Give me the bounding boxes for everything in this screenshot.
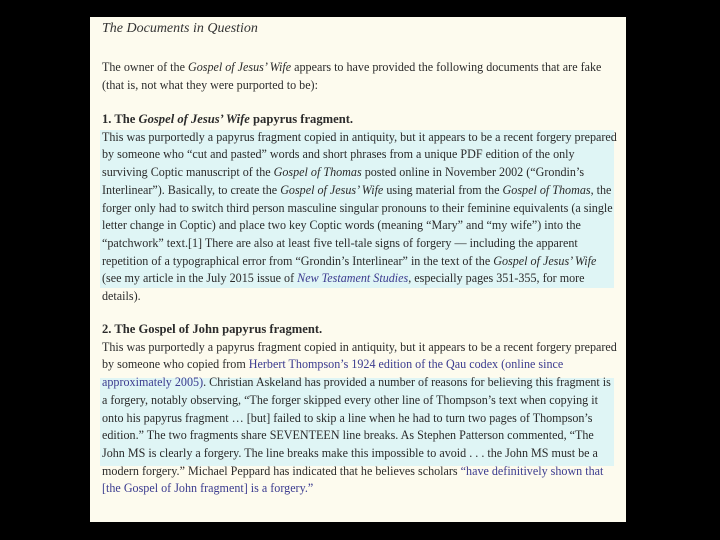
s1-text-3: using material from the [383,182,503,197]
section1-heading [102,111,618,129]
section2-heading: 2. The Gospel of John papyrus fragment. [102,322,323,336]
section1-heading-num: 1. The [102,112,139,126]
section2-body [102,339,618,498]
s2-text-1: This was purportedly a papyrus fragment copied in antiquity, but it appears to be a recent forgery prepared by someone who copied from [102,339,617,372]
document-page [90,17,626,522]
s1-text-6: , especially pages 351-355, for more details). [102,271,585,304]
s1-gospel-thomas: Gospel of Thomas [273,165,362,180]
section1-heading-title: Gospel of Jesus’ Wife [138,112,250,126]
s1-text-5: (see my article in the July 2015 issue of [102,271,298,286]
thompson-edition-link[interactable]: Herbert Thompson’s 1924 edition of the Qau codex (online since approximately 2005) [102,357,564,390]
s1-gospel-thomas-2: Gospel of Thomas [502,182,591,197]
s2-text-2: . Christian Askeland has provided a number of reasons for believing this fragment is a forgery, notably observing, “The forger skipped every other line of Thompson’s text when copying it onto his papyrus fragment … [but] failed to skip a line when he had to turn two pages of Thompson’s edition.” The two fragments share SEVENTEEN line breaks. As Stephen Patterson commented, “The John MS is clearly a forgery. The line breaks make this impossible to avoid . . . the John MS must be a modern forgery.” Michael Peppard has indicated that he believes scholars [102,375,611,478]
intro-text-a: The owner of the [102,60,188,74]
peppard-quote-link[interactable]: “have definitively shown that [the Gospel of John fragment] is a forgery.” [102,463,604,496]
s1-text-2: posted online in November 2002 (“Grondin’s Interlinear”). Basically, to create the [102,165,585,197]
intro-gjw: Gospel of Jesus’ Wife [187,60,292,74]
intro-paragraph [102,59,618,94]
intro-text-c: appears to have provided the following documents that are fake (that is, not what they were purported to be): [102,60,602,92]
section1-heading-rest: papyrus fragment. [249,112,354,126]
section1 [102,111,618,306]
page-title: The Documents in Question [102,21,258,36]
s1-gjw-2: Gospel of Jesus’ Wife [493,253,597,268]
s1-text-4: , the forger only had to switch third person masculine singular pronouns to their feminine equivalents (a single letter change in Coptic) and place two key Coptic words (meaning “Mary” and “my wife”) into the “patchwork” text.[1] There are also at least five tell-tale signs of forgery — including the apparent repetition of a typographical error from “Grondin’s Interlinear” in the text of the [102,182,613,268]
nts-link[interactable]: New Testament Studies [297,271,409,286]
section2 [102,321,618,498]
section1-body [102,129,618,306]
s1-gjw: Gospel of Jesus’ Wife [280,182,384,197]
s1-text-1: This was purportedly a papyrus fragment copied in antiquity, but it appears to be a recent forgery prepared by someone who “cut and pasted” words and short phrases from a unique PDF edition of the only surviving Coptic manuscript of the [102,129,617,180]
